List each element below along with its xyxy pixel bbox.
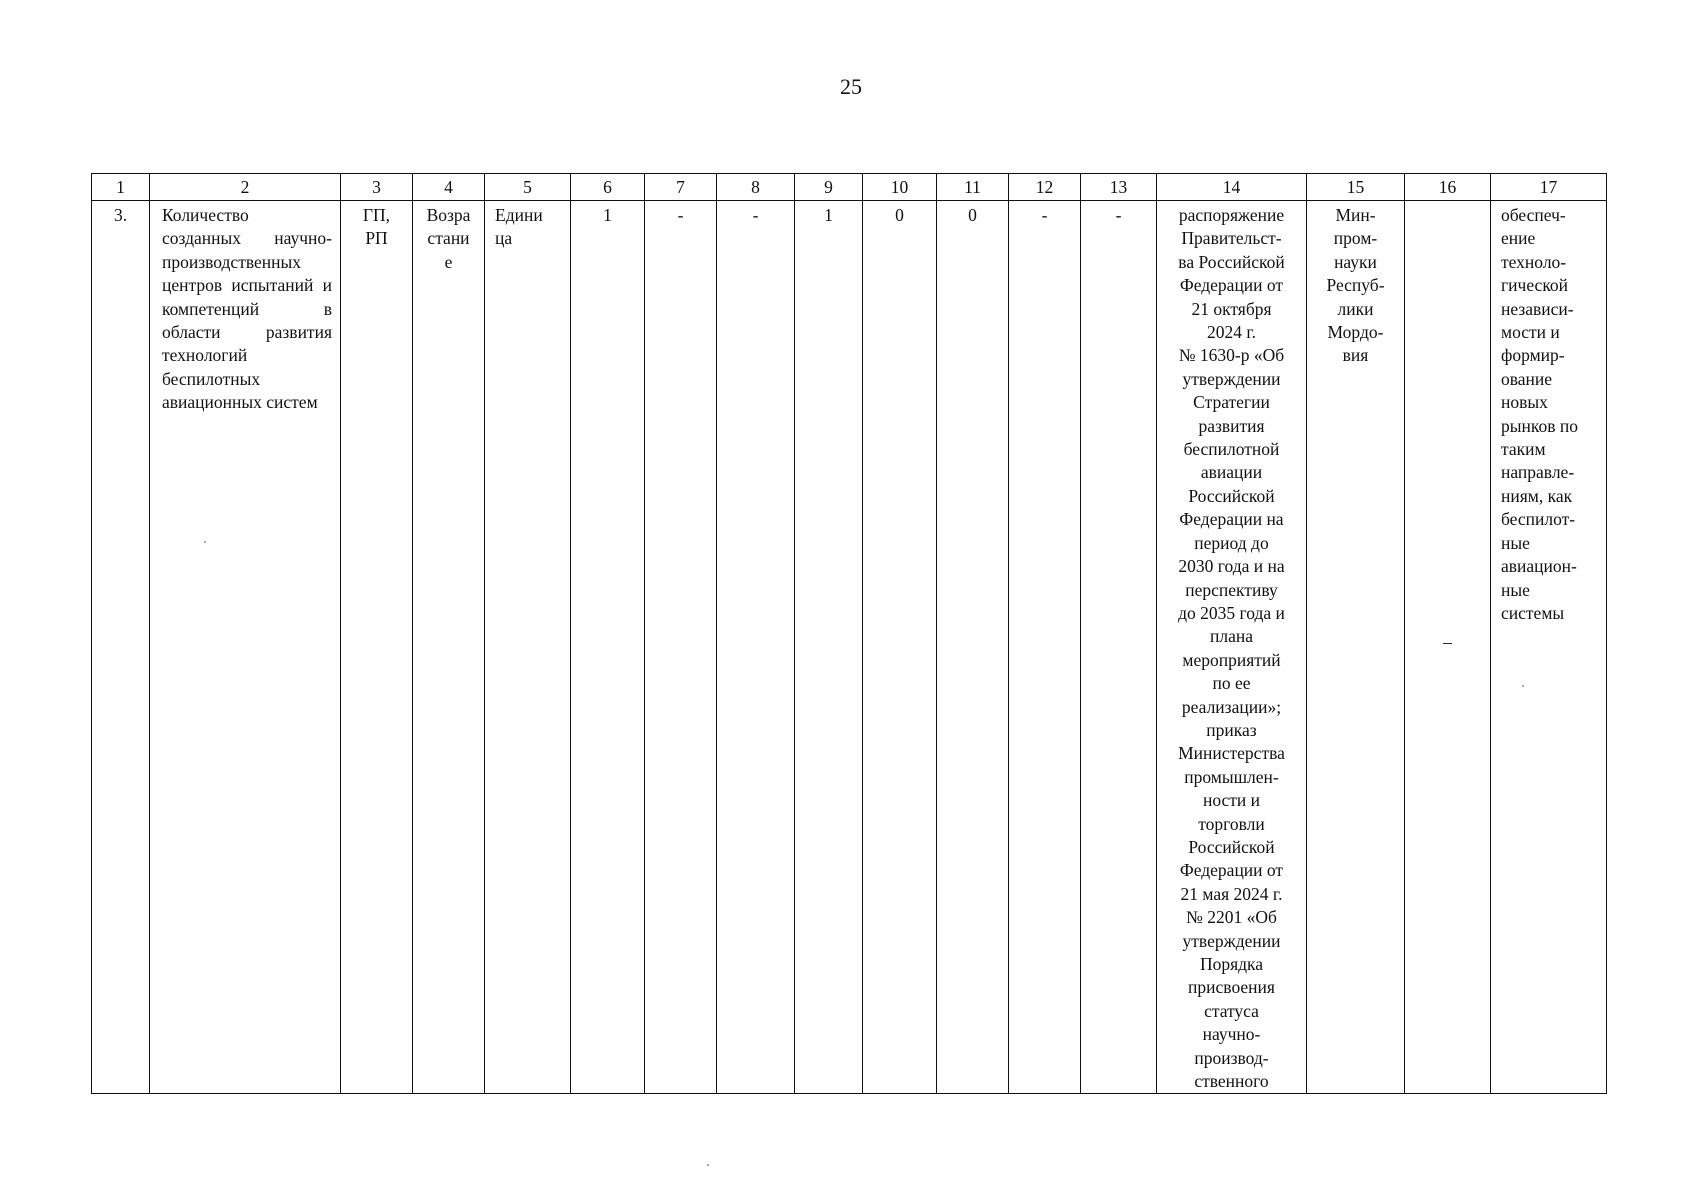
page-number: 25: [840, 74, 862, 99]
column-number-15: 15: [1307, 174, 1405, 201]
column-number-13: 13: [1081, 174, 1157, 201]
column-number-7: 7: [645, 174, 717, 201]
column-number-2: 2: [150, 174, 341, 201]
column-number-8: 8: [717, 174, 795, 201]
document-type: ГП, РП: [341, 201, 413, 1094]
column-number-16: 16: [1405, 174, 1491, 201]
column-number-3: 3: [341, 174, 413, 201]
column-number-10: 10: [863, 174, 937, 201]
dash-mark: –: [1443, 632, 1452, 652]
value-col-8: -: [717, 201, 795, 1094]
value-col-7: -: [645, 201, 717, 1094]
indicator-trend: Возра стани е: [413, 201, 485, 1094]
column-number-12: 12: [1009, 174, 1081, 201]
value-col-9: 1: [795, 201, 863, 1094]
value-col-12: -: [1009, 201, 1081, 1094]
column-number-9: 9: [795, 174, 863, 201]
value-col-13: -: [1081, 201, 1157, 1094]
column-number-17: 17: [1491, 174, 1607, 201]
national-goal-link: обеспеч- ение техноло- гической независи- мости и формир- ование новых рынков по таким направле- ниям, как беспилот- ные авиацион- ные системы: [1491, 201, 1607, 1094]
value-col-10: 0: [863, 201, 937, 1094]
value-col-16: [1405, 201, 1491, 1094]
column-number-4: 4: [413, 174, 485, 201]
row-number: 3.: [92, 201, 150, 1094]
value-col-6: 1: [571, 201, 645, 1094]
column-number-14: 14: [1157, 174, 1307, 201]
indicator-table: [91, 173, 1607, 1094]
table-row: [92, 201, 1607, 1094]
column-number-row: [92, 174, 1607, 201]
legal-basis: распоряжение Правительст- ва Российской Федерации от 21 октября 2024 г. № 1630-р «Об утверждении Стратегии развития беспилотной авиации Российской Федерации на период до 2030 года и на перспективу до 2035 года и плана мероприятий по ее реализации»; приказ Министерства промышлен- ности и торговли Российской Федерации от 21 мая 2024 г. № 2201 «Об утверждении Порядка присвоения статуса научно- производ- ственного: [1157, 201, 1307, 1094]
unit-of-measure: Едини ца: [485, 201, 571, 1094]
column-number-5: 5: [485, 174, 571, 201]
column-number-11: 11: [937, 174, 1009, 201]
responsible-executor: Мин- пром- науки Респуб- лики Мордо- вия: [1307, 201, 1405, 1094]
indicator-name: Количество созданных научно-производственных центров испытаний и компетенций в области развития технологий беспилотных авиационных систем: [150, 201, 341, 1094]
value-col-11: 0: [937, 201, 1009, 1094]
scan-speck: [707, 1164, 709, 1166]
scan-speck: [1522, 685, 1524, 687]
scan-speck: [204, 541, 206, 543]
column-number-1: 1: [92, 174, 150, 201]
column-number-6: 6: [571, 174, 645, 201]
